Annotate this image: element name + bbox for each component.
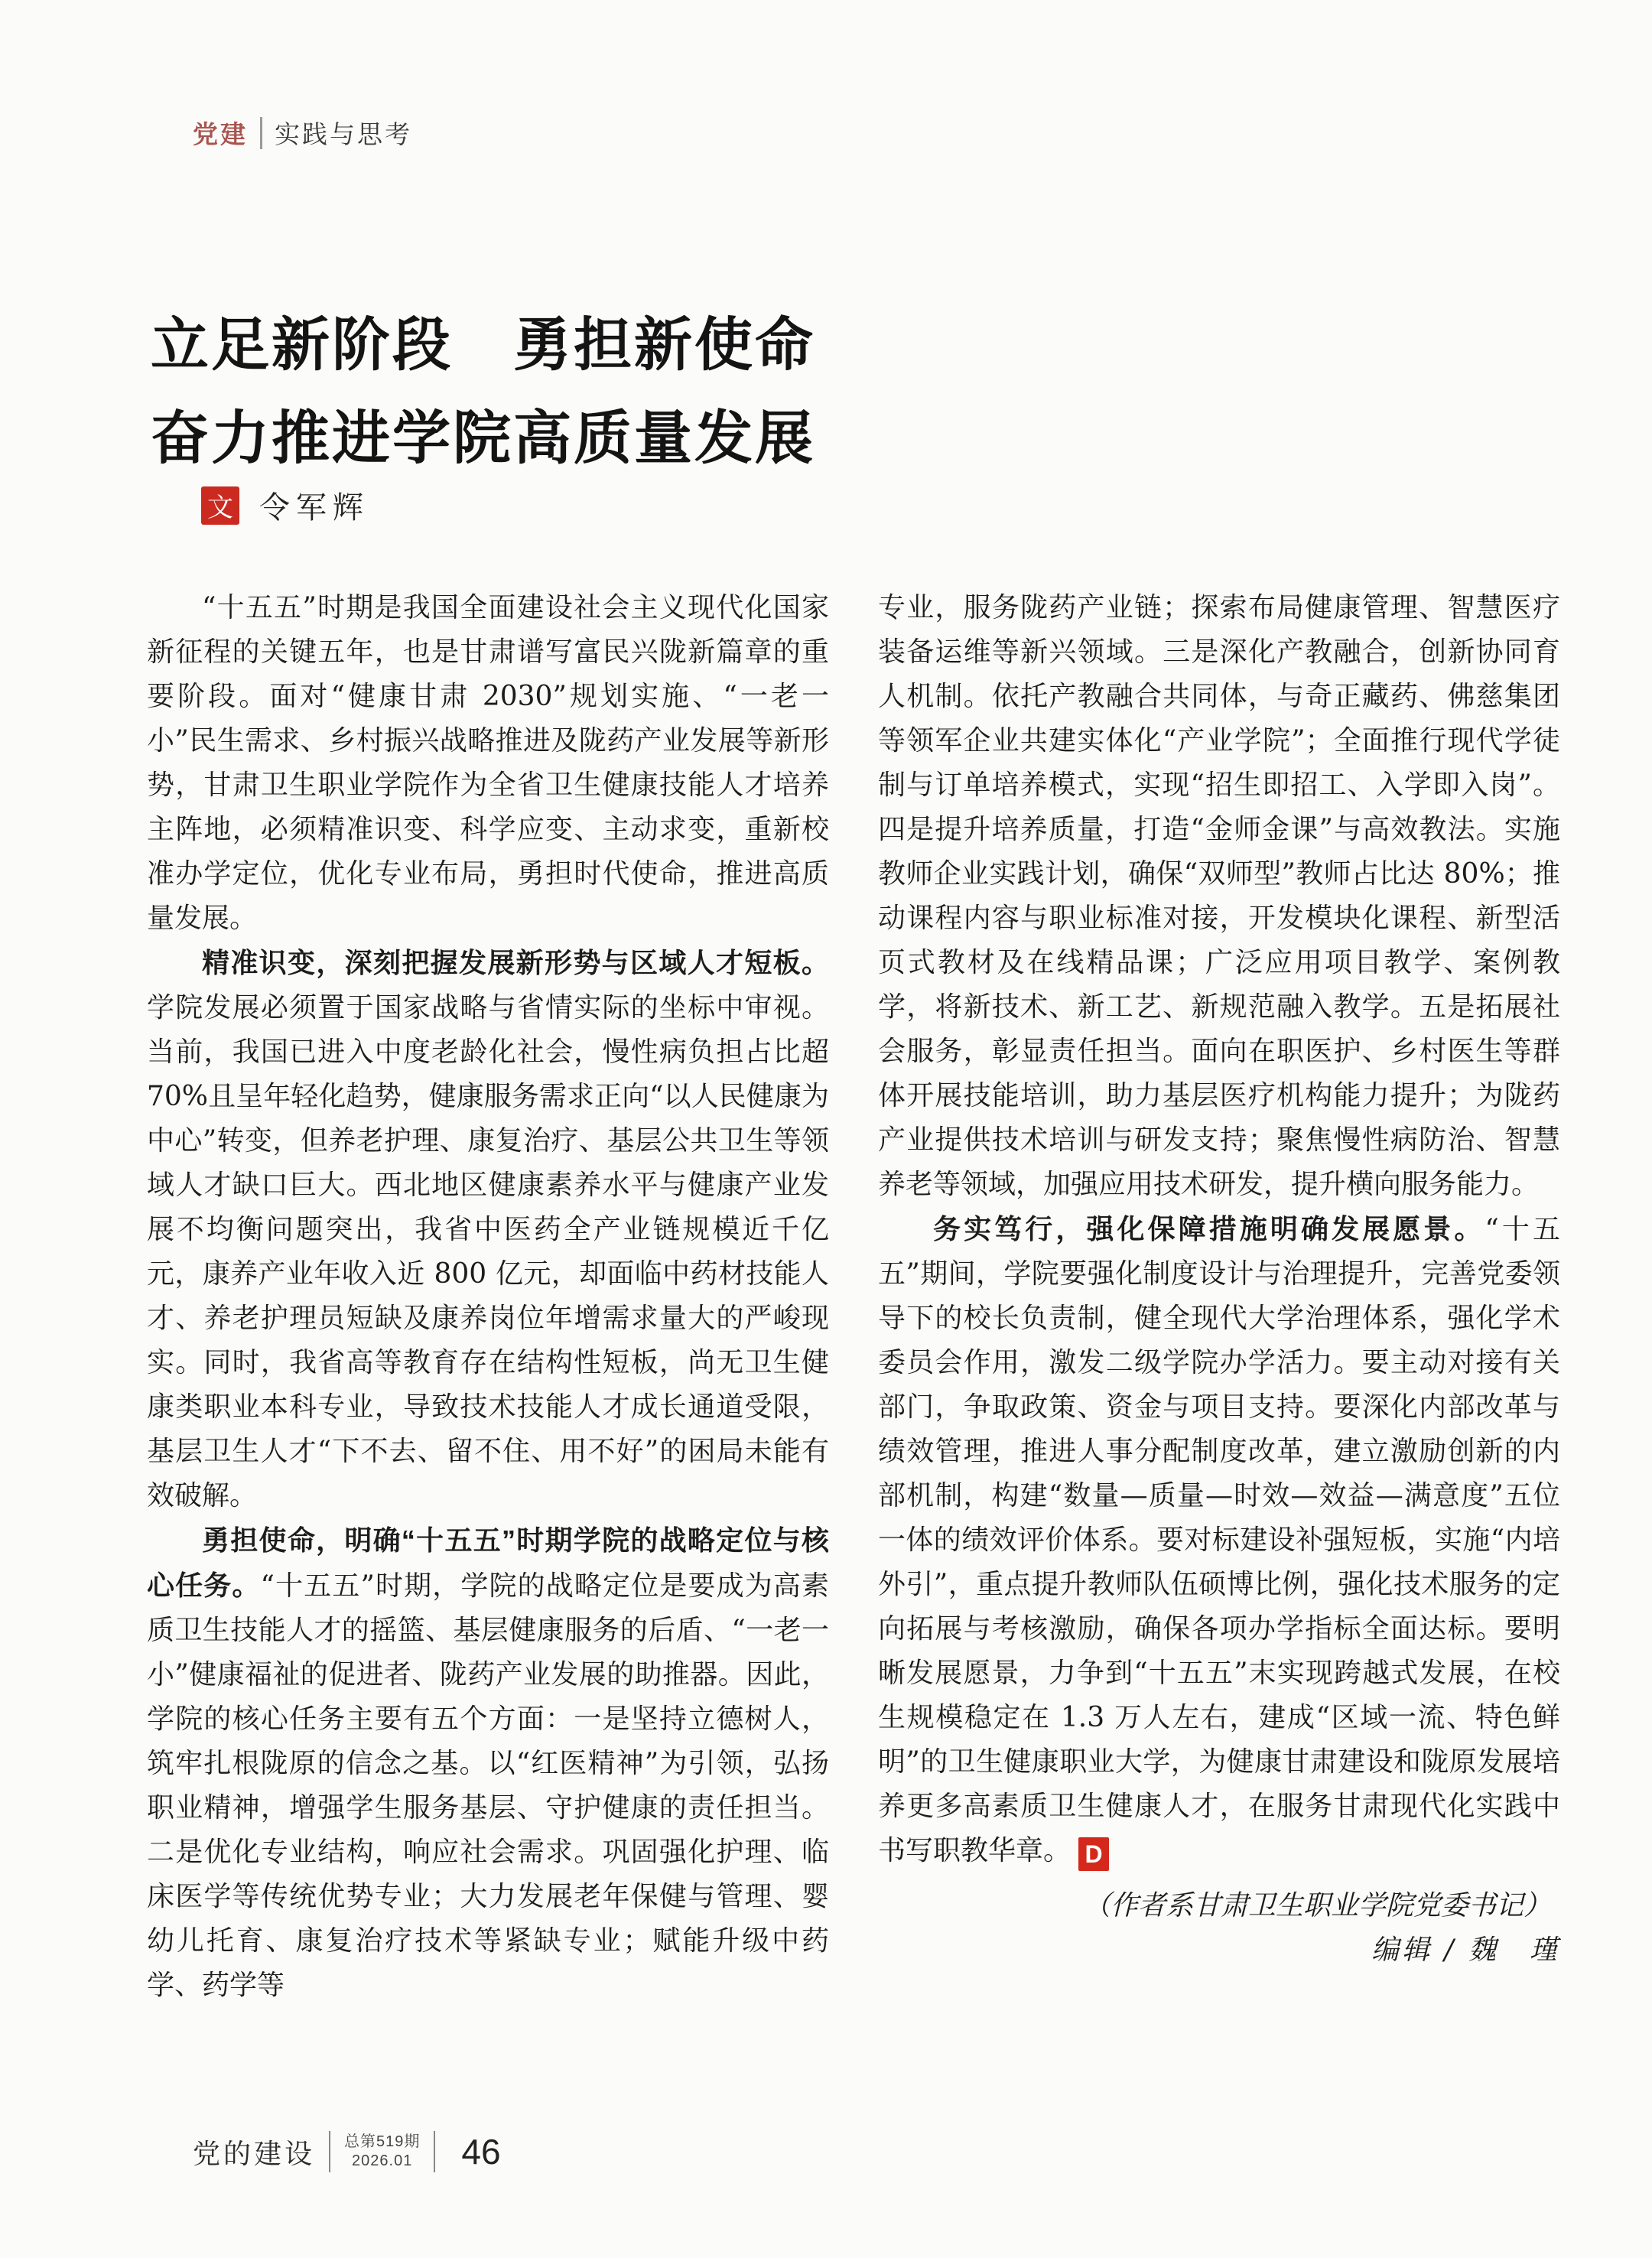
author-badge-icon: 文 bbox=[201, 486, 239, 525]
footer-journal-name: 党的建设 bbox=[193, 2137, 316, 2169]
left-column bbox=[147, 586, 829, 2008]
paragraph-situation bbox=[147, 941, 829, 1518]
footer-divider bbox=[329, 2131, 330, 2172]
article-title-line2: 奋力推进学院高质量发展 bbox=[151, 404, 815, 472]
kicker-section-label: 党建 bbox=[193, 120, 248, 148]
footer-issue-date: 2026.01 bbox=[352, 2152, 413, 2169]
author-attribution: （作者系甘肃卫生职业学院党委书记） bbox=[1082, 1890, 1551, 1921]
paragraph-mission bbox=[147, 1518, 829, 2008]
footer-issue-number: 总第519期 bbox=[344, 2133, 421, 2150]
editor-credit: 编辑 / 魏 瑾 bbox=[1371, 1934, 1560, 1966]
kicker-divider bbox=[260, 117, 262, 149]
author-row bbox=[201, 483, 369, 527]
kicker-column-label: 实践与思考 bbox=[275, 120, 412, 148]
paragraph-lead: 勇担使命，明确“十五五”时期学院的战略定位与核心任务。 bbox=[147, 1524, 829, 1601]
right-column bbox=[878, 586, 1560, 2008]
article-title-line1: 立足新阶段 勇担新使命 bbox=[151, 311, 815, 379]
page-kicker bbox=[193, 115, 412, 151]
paragraph-mission-continued bbox=[878, 586, 1560, 1207]
author-name: 令军辉 bbox=[259, 491, 369, 525]
paragraph-lead: 务实笃行，强化保障措施明确发展愿景。 bbox=[933, 1213, 1485, 1245]
footer-page-number: 46 bbox=[461, 2132, 501, 2172]
article-end-mark: D bbox=[1078, 1837, 1109, 1871]
paragraph-text: “十五五”时期，学院的战略定位是要成为高素质卫生技能人才的摇篮、基层健康服务的后盾、“一老一小”健康福祉的促进者、陇药产业发展的助推器。因此，学院的核心任务主要有五个方面：一是坚持立德树人，筑牢扎根陇原的信念之基。以“红医精神”为引领，弘扬职业精神，增强学生服务基层、守护健康的责任担当。二是优化专业结构，响应社会需求。巩固强化护理、临床医学等传统优势专业；大力发展老年保健与管理、婴幼儿托育、康复治疗技术等紧缺专业；赋能升级中药学、药学等 bbox=[147, 1570, 829, 2001]
paragraph-text: “十五五”时期是我国全面建设社会主义现代化国家新征程的关键五年，也是甘肃谱写富民兴陇新篇章的重要阶段。面对“健康甘肃 2030”规划实施、“一老一小”民生需求、乡村振兴战略推进及陇药产业发展等新形势，甘肃卫生职业学院作为全省卫生健康技能人才培养主阵地，必须精准识变、科学应变、主动求变，重新校准办学定位，优化专业布局，勇担时代使命，推进高质量发展。 bbox=[147, 592, 829, 934]
footer-issue-block bbox=[344, 2133, 420, 2171]
paragraph-lead: 精准识变，深刻把握发展新形势与区域人才短板。 bbox=[202, 947, 829, 978]
paragraph-text: 专业，服务陇药产业链；探索布局健康管理、智慧医疗装备运维等新兴领域。三是深化产教融合，创新协同育人机制。依托产教融合共同体，与奇正藏药、佛慈集团等领军企业共建实体化“产业学院”；全面推行现代学徒制与订单培养模式，实现“招生即招工、入学即入岗”。四是提升培养质量，打造“金师金课”与高效教法。实施教师企业实践计划，确保“双师型”教师占比达 80%；推动课程内容与职业标准对接，开发模块化课程、新型活页式教材及在线精品课；广泛应用项目教学、案例教学，将新技术、新工艺、新规范融入教学。五是拓展社会服务，彰显责任担当。面向在职医护、乡村医生等群体开展技能培训，助力基层医疗机构能力提升；为陇药产业提供技术培训与研发支持；聚焦慢性病防治、智慧养老等领域，加强应用技术研发，提升横向服务能力。 bbox=[878, 592, 1560, 1200]
article-body bbox=[147, 586, 1560, 2008]
paragraph-text: “十五五”期间，学院要强化制度设计与治理提升，完善党委领导下的校长负责制，健全现代大学治理体系，强化学术委员会作用，激发二级学院办学活力。要主动对接有关部门，争取政策、资金与项目支持。要深化内部改革与绩效管理，推进人事分配制度改革，建立激励创新的内部机制，构建“数量—质量—时效—效益—满意度”五位一体的绩效评价体系。要对标建设补强短板，实施“内培外引”，重点提升教师队伍硕博比例，强化技术服务的定向拓展与考核激励，确保各项办学指标全面达标。要明晰发展愿景，力争到“十五五”末实现跨越式发展，在校生规模稳定在 1.3 万人左右，建成“区域一流、特色鲜明”的卫生健康职业大学，为健康甘肃建设和陇原发展培养更多高素质卫生健康人才，在服务甘肃现代化实践中书写职教华章。 bbox=[878, 1214, 1560, 1866]
paragraph-text: 学院发展必须置于国家战略与省情实际的坐标中审视。当前，我国已进入中度老龄化社会，慢性病负担占比超 70%且呈年轻化趋势，健康服务需求正向“以人民健康为中心”转变，但养老护理、康复治疗、基层公共卫生等领域人才缺口巨大。西北地区健康素养水平与健康产业发展不均衡问题突出，我省中医药全产业链规模近千亿元，康养产业年收入近 800 亿元，却面临中药材技能人才、养老护理员短缺及康养岗位年增需求量大的严峻现实。同时，我省高等教育存在结构性短板，尚无卫生健康类职业本科专业，导致技术技能人才成长通道受限，基层卫生人才“下不去、留不住、用不好”的困局未能有效破解。 bbox=[147, 992, 829, 1511]
footer-divider bbox=[434, 2131, 435, 2172]
page-footer bbox=[193, 2131, 501, 2172]
paragraph-implementation bbox=[878, 1207, 1560, 1873]
paragraph-intro bbox=[147, 586, 829, 941]
article-title bbox=[151, 298, 815, 485]
